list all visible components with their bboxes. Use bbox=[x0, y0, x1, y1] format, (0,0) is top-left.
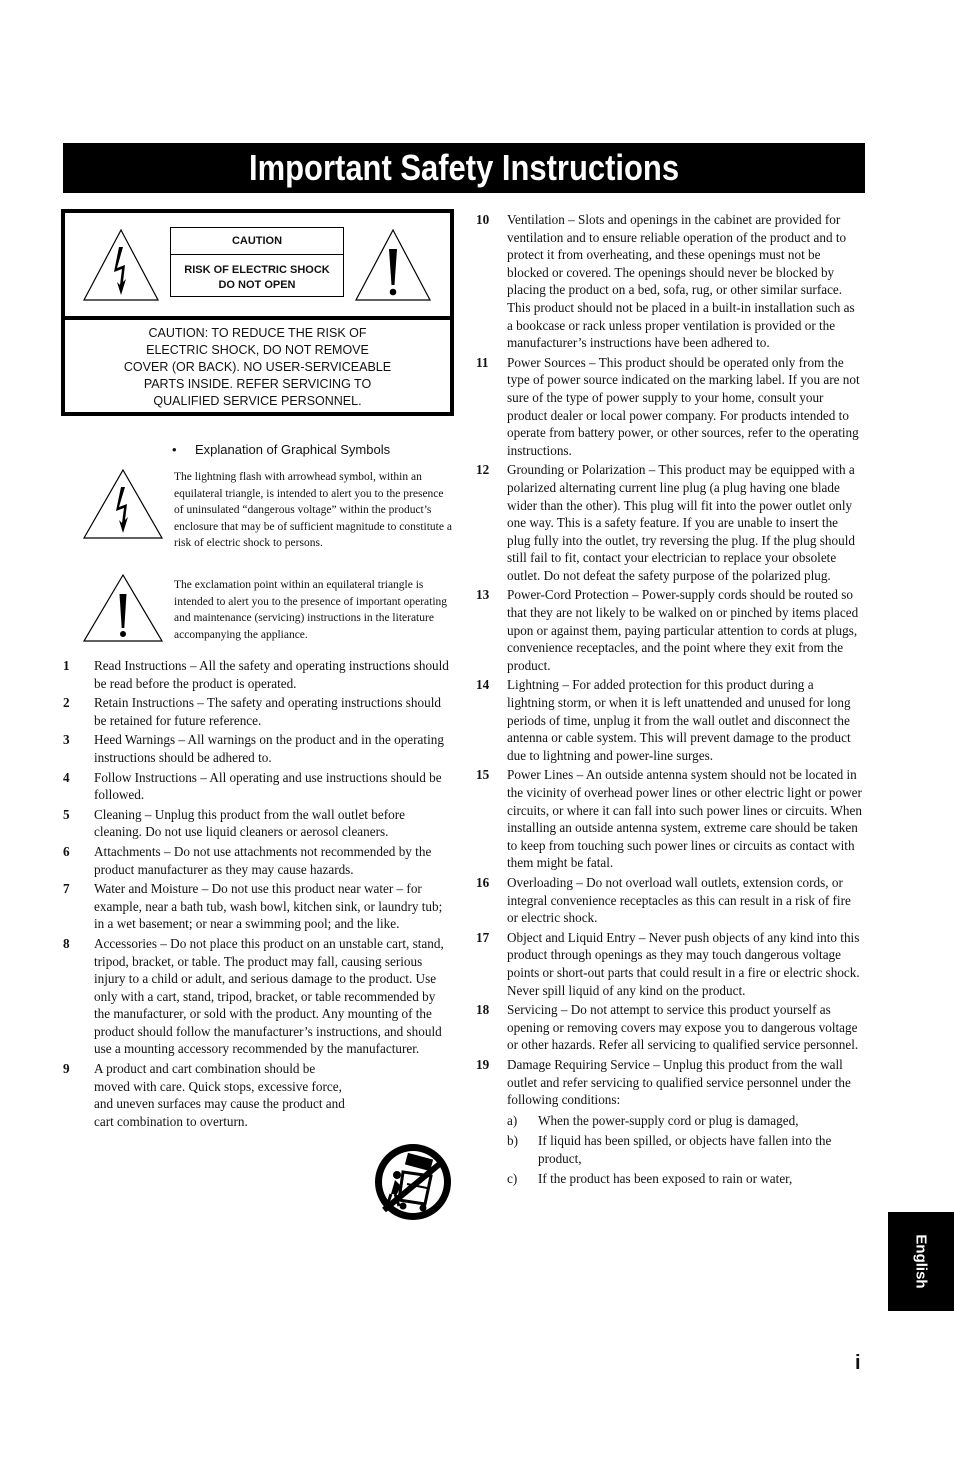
caution-notice: CAUTION: TO REDUCE THE RISK OF ELECTRIC SHOCK, DO NOT REMOVE COVER (OR BACK). NO USER-SERVICEABLE PARTS INSIDE. REFER SERVICING TO QUALIFIED SERVICE PERSONNEL. bbox=[123, 326, 392, 408]
item-text: Servicing – Do not attempt to service this product yourself as opening or removing covers may expose you to dangerous voltage or other hazards. Refer all servicing to qualified service personnel. bbox=[507, 1002, 859, 1053]
item-text: Retain Instructions – The safety and operating instructions should be retained for future reference. bbox=[94, 695, 441, 728]
sub-item-letter: a) bbox=[507, 1112, 518, 1128]
item-number: 6 bbox=[63, 843, 70, 859]
item-text: Water and Moisture – Do not use this product near water – for example, near a bath tub, wash bowl, kitchen sink, or laundry tub; in a wet basement; or near a swimming pool; and the like. bbox=[94, 881, 443, 932]
item-text: Power Sources – This product should be operated only from the type of power source indicated on the marking label. If you are not sure of the type of power supply to your home, consult your product dealer or local power company. For products intended to operate from battery power, or other sources, refer to the operating instructions. bbox=[507, 354, 860, 458]
list-item bbox=[63, 880, 451, 933]
item-text: Read Instructions – All the safety and operating instructions should be read before the product is operated. bbox=[94, 658, 449, 691]
item-number: 19 bbox=[476, 1056, 490, 1072]
exclamation-explanation: The exclamation point within an equilateral triangle is intended to alert you to the presence of important operating and maintenance (servicing) instructions in the literature accompanying the appliance. bbox=[174, 579, 448, 641]
sub-item-text: If liquid has been spilled, or objects have fallen into the product, bbox=[538, 1133, 832, 1166]
item-number: 2 bbox=[63, 695, 70, 711]
page-number: i bbox=[855, 1352, 861, 1374]
item-number: 11 bbox=[476, 354, 489, 370]
caution-box bbox=[61, 209, 454, 416]
item-number: 16 bbox=[476, 874, 490, 890]
list-item bbox=[63, 731, 451, 766]
caution-header bbox=[65, 213, 450, 320]
item-text: Power-Cord Protection – Power-supply cords should be routed so that they are not likely to be walked on or pinched by items placed upon or against them, paying particular attention to cords at plugs, convenience receptacles, and the point where they exit from the product. bbox=[507, 587, 859, 673]
list-item bbox=[476, 354, 862, 460]
list-item bbox=[63, 806, 451, 841]
list-item bbox=[476, 461, 862, 584]
list-item bbox=[476, 874, 862, 927]
bullet: • bbox=[172, 442, 177, 457]
item-text: Object and Liquid Entry – Never push objects of any kind into this product through openings as they may touch dangerous voltage points or short-out parts that could result in a fire or electric shock. Never spill liquid of any kind on the product. bbox=[507, 929, 860, 998]
item-text: Follow Instructions – All operating and use instructions should be followed. bbox=[94, 769, 442, 803]
item-text: Grounding or Polarization – This product may be equipped with a polarized alternating current line plug (a plug having one blade wider than the other). This plug will fit into the power outlet only one way. This is a safety feature. If you are unable to insert the plug fully into the outlet, try reversing the plug. If the plug should still fail to fit, contact your electrician to replace your obsolete outlet. Do not defeat the safety purpose of the polarized plug. bbox=[507, 462, 855, 583]
item-text: Overloading – Do not overload wall outlets, extension cords, or integral convenience receptacles as this can result in a risk of fire or electric shock. bbox=[507, 874, 851, 926]
list-item bbox=[63, 769, 451, 804]
exclamation-symbol-icon bbox=[81, 572, 165, 644]
list-item bbox=[63, 935, 451, 1058]
list-item bbox=[63, 694, 451, 729]
list-item bbox=[476, 766, 862, 872]
right-instructions-list bbox=[476, 211, 862, 1190]
cart-tip-warning-icon bbox=[373, 1142, 453, 1222]
item-text: A product and cart combination should be moved with care. Quick stops, excessive force, and uneven surfaces may cause the product and cart combination to overturn. bbox=[94, 1061, 345, 1129]
item-number: 5 bbox=[63, 806, 70, 822]
language-tab bbox=[888, 1212, 954, 1311]
item-text: Cleaning – Unplug this product from the wall outlet before cleaning. Do not use liquid cleaners or aerosol cleaners. bbox=[94, 806, 405, 840]
list-item bbox=[476, 211, 862, 352]
page-title: Important Safety Instructions bbox=[248, 147, 680, 188]
item-number: 9 bbox=[63, 1061, 70, 1077]
left-instructions-list bbox=[63, 657, 451, 1132]
list-item bbox=[476, 1001, 862, 1054]
item-text: Power Lines – An outside antenna system should not be located in the vicinity of overhead power lines or other electric light or power circuits, or where it can fall into such power lines or circuits. When installing an outside antenna system, extreme care should be taken to keep from touching such power lines or circuits as contact with them might be fatal. bbox=[507, 767, 862, 871]
sub-list-item bbox=[507, 1112, 862, 1130]
item-text: Attachments – Do not use attachments not recommended by the product manufacturer as they may cause hazards. bbox=[94, 843, 432, 877]
item-number: 8 bbox=[63, 935, 70, 951]
sub-item-text: If the product has been exposed to rain or water, bbox=[538, 1171, 793, 1187]
caution-label-box bbox=[170, 227, 344, 297]
lightning-explanation: The lightning flash with arrowhead symbol, within an equilateral triangle, is intended to alert you to the presence of uninsulated “dangerous voltage” within the product’s enclosure that may be of sufficient magnitude to constitute a risk of electric shock to persons. bbox=[174, 471, 452, 550]
language-tab-label: English bbox=[912, 1234, 930, 1289]
item-text: Damage Requiring Service – Unplug this product from the wall outlet and refer servicing to qualified service personnel under the following conditions: bbox=[507, 1056, 851, 1108]
list-item bbox=[476, 1056, 862, 1188]
item-number: 4 bbox=[63, 769, 70, 785]
item-number: 7 bbox=[63, 881, 70, 897]
caution-label: CAUTION bbox=[171, 228, 343, 255]
item-number: 13 bbox=[476, 587, 490, 603]
item-number: 17 bbox=[476, 929, 490, 945]
item-number: 18 bbox=[476, 1002, 490, 1018]
title-banner bbox=[63, 143, 865, 193]
list-item bbox=[63, 1060, 354, 1130]
item-number: 15 bbox=[476, 767, 490, 783]
list-item bbox=[63, 657, 451, 692]
exclamation-triangle-icon bbox=[353, 227, 433, 303]
item-number: 14 bbox=[476, 677, 490, 693]
list-item bbox=[63, 843, 451, 878]
item-text: Lightning – For added protection for this product during a lightning storm, or when it is left unattended and unused for long periods of time, unplug it from the wall outlet and disconnect the antenna or cable system. This will prevent damage to the product due to lightning and power-line surges. bbox=[507, 677, 851, 763]
sub-item-letter: c) bbox=[507, 1171, 518, 1187]
list-item bbox=[476, 676, 862, 764]
item-text: Accessories – Do not place this product on an unstable cart, stand, tripod, bracket, or table. The product may fall, causing serious injury to a child or adult, and serious damage to the product. Use only with a cart, stand, tripod, bracket, or table recommended by the manufacturer, or sold with the product. Any mounting of the product should follow the manufacturer’s instructions, and should use a mounting accessory recommended by the manufacturer. bbox=[94, 935, 444, 1057]
sub-item-text: When the power-supply cord or plug is damaged, bbox=[538, 1112, 799, 1128]
item-number: 10 bbox=[476, 212, 490, 227]
item-text: Heed Warnings – All warnings on the product and in the operating instructions should be adhered to. bbox=[94, 732, 444, 765]
sub-list-item bbox=[507, 1132, 862, 1167]
lightning-symbol-icon bbox=[81, 467, 165, 541]
risk-label: RISK OF ELECTRIC SHOCK DO NOT OPEN bbox=[184, 264, 330, 291]
list-item bbox=[476, 586, 862, 674]
item-number: 3 bbox=[63, 732, 70, 748]
sub-item-letter: b) bbox=[507, 1133, 518, 1149]
explanation-heading-text: Explanation of Graphical Symbols bbox=[195, 442, 391, 457]
item-text: Ventilation – Slots and openings in the cabinet are provided for ventilation and to ensure reliable operation of the product and to protect it from overheating, and these openings must not be blocked or covered. The openings should never be blocked by placing the product on a bed, sofa, rug, or other similar surface. This product should not be placed in a built-in installation such as a bookcase or rack unless proper ventilation is provided or the manufacturer’s instructions have been adhered to. bbox=[507, 212, 855, 351]
lightning-triangle-icon bbox=[81, 227, 161, 303]
item-number: 1 bbox=[63, 658, 70, 673]
item-number: 12 bbox=[476, 462, 490, 478]
list-item bbox=[476, 929, 862, 999]
sub-list-item bbox=[507, 1170, 862, 1188]
